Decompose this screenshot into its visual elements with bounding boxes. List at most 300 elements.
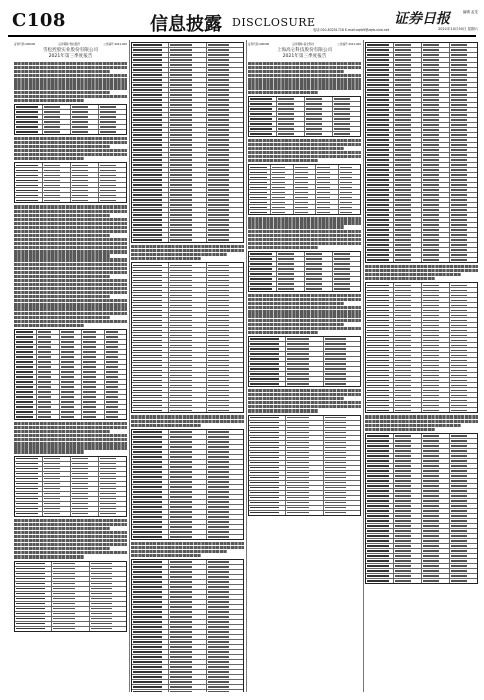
table-cell bbox=[366, 198, 394, 202]
table-cell bbox=[207, 163, 243, 167]
table-cell bbox=[105, 395, 126, 399]
table-cell bbox=[394, 283, 422, 287]
table-cell bbox=[132, 465, 169, 469]
table-cell bbox=[207, 580, 243, 584]
text-line bbox=[131, 546, 244, 549]
table-cell bbox=[169, 173, 206, 177]
text-line bbox=[14, 99, 84, 102]
table-cell bbox=[366, 203, 394, 207]
table-cell bbox=[207, 233, 243, 237]
table-cell bbox=[207, 560, 243, 564]
table-cell bbox=[422, 288, 450, 292]
table-cell bbox=[422, 208, 450, 212]
table-cell bbox=[207, 535, 243, 539]
text-line bbox=[14, 547, 110, 550]
table-cell bbox=[324, 486, 360, 490]
text-line bbox=[14, 141, 127, 144]
table-cell bbox=[15, 482, 43, 486]
table-cell bbox=[132, 500, 169, 504]
table-cell bbox=[60, 355, 82, 359]
table-cell bbox=[450, 173, 477, 177]
table-cell bbox=[71, 487, 99, 491]
table-cell bbox=[305, 122, 333, 126]
table-cell bbox=[450, 53, 477, 57]
table-cell bbox=[99, 472, 126, 476]
table-cell bbox=[422, 403, 450, 407]
table-cell bbox=[324, 357, 360, 361]
table-cell bbox=[132, 393, 169, 397]
table-cell bbox=[207, 460, 243, 464]
table-cell bbox=[132, 128, 169, 132]
table-cell bbox=[294, 185, 316, 189]
table-cell bbox=[294, 165, 316, 169]
table-cell bbox=[52, 562, 89, 566]
table-cell bbox=[169, 378, 206, 382]
text-line bbox=[248, 314, 361, 317]
table-cell bbox=[169, 213, 206, 217]
table-cell bbox=[71, 472, 99, 476]
table-cell bbox=[132, 173, 169, 177]
table-cell bbox=[450, 248, 477, 252]
table-cell bbox=[249, 471, 286, 475]
table-cell bbox=[37, 415, 59, 419]
table-cell bbox=[132, 263, 169, 267]
notice-body-continued bbox=[365, 42, 478, 584]
table-cell bbox=[15, 457, 43, 461]
text-line bbox=[14, 316, 110, 319]
table-cell bbox=[37, 335, 59, 339]
table-cell bbox=[52, 572, 89, 576]
table-cell bbox=[169, 560, 206, 564]
table-cell bbox=[422, 353, 450, 357]
table-cell bbox=[207, 570, 243, 574]
table-cell bbox=[305, 277, 333, 281]
table-cell bbox=[132, 323, 169, 327]
table-cell bbox=[132, 158, 169, 162]
table-row bbox=[249, 132, 360, 136]
table-cell bbox=[169, 450, 206, 454]
report-title: 2021年第三季度报告 bbox=[48, 54, 93, 59]
table-cell bbox=[132, 58, 169, 62]
text-line bbox=[14, 234, 110, 237]
table-cell bbox=[132, 233, 169, 237]
table-cell bbox=[450, 464, 477, 468]
table-cell bbox=[394, 338, 422, 342]
table-cell bbox=[132, 525, 169, 529]
table-cell bbox=[394, 469, 422, 473]
table-cell bbox=[82, 350, 104, 354]
table-cell bbox=[450, 358, 477, 362]
table-cell bbox=[132, 273, 169, 277]
table-cell bbox=[82, 390, 104, 394]
text-line bbox=[248, 393, 361, 396]
text-line bbox=[14, 62, 127, 65]
table-cell bbox=[99, 173, 126, 177]
table-cell bbox=[286, 496, 323, 500]
table-cell bbox=[249, 486, 286, 490]
table-cell bbox=[207, 490, 243, 494]
table-cell bbox=[132, 515, 169, 519]
table-cell bbox=[394, 243, 422, 247]
table-cell bbox=[366, 248, 394, 252]
table-cell bbox=[450, 123, 477, 127]
table-cell bbox=[207, 685, 243, 689]
table-cell bbox=[450, 323, 477, 327]
table-cell bbox=[15, 612, 52, 616]
table-cell bbox=[366, 504, 394, 508]
text-line bbox=[14, 523, 127, 526]
table-cell bbox=[394, 348, 422, 352]
table-cell bbox=[52, 612, 89, 616]
table-cell bbox=[169, 368, 206, 372]
table-cell bbox=[90, 597, 126, 601]
section-title-en: DISCLOSURE bbox=[232, 16, 316, 29]
table-cell bbox=[207, 600, 243, 604]
table-cell bbox=[132, 118, 169, 122]
table-cell bbox=[15, 360, 37, 364]
table-cell bbox=[422, 123, 450, 127]
table-cell bbox=[422, 564, 450, 568]
table-cell bbox=[394, 208, 422, 212]
table-cell bbox=[277, 117, 305, 121]
table-cell bbox=[286, 337, 323, 341]
table-cell bbox=[207, 193, 243, 197]
table-cell bbox=[132, 103, 169, 107]
table-cell bbox=[366, 133, 394, 137]
table-cell bbox=[422, 133, 450, 137]
table-cell bbox=[207, 178, 243, 182]
table-cell bbox=[132, 680, 169, 684]
table-cell bbox=[90, 602, 126, 606]
table-cell bbox=[169, 565, 206, 569]
table-cell bbox=[71, 120, 99, 124]
table-cell bbox=[169, 153, 206, 157]
table-cell bbox=[169, 308, 206, 312]
table-cell bbox=[394, 403, 422, 407]
table-cell bbox=[286, 511, 323, 515]
table-cell bbox=[450, 504, 477, 508]
table-cell bbox=[450, 328, 477, 332]
table-cell bbox=[450, 434, 477, 438]
table-cell bbox=[52, 567, 89, 571]
table-cell bbox=[207, 98, 243, 102]
table-cell bbox=[15, 385, 37, 389]
table-cell bbox=[207, 48, 243, 52]
table-cell bbox=[207, 620, 243, 624]
table-cell bbox=[366, 579, 394, 583]
table-cell bbox=[132, 645, 169, 649]
stock-code: 证券代码:000000 bbox=[14, 43, 36, 46]
table-cell bbox=[366, 434, 394, 438]
table-cell bbox=[366, 233, 394, 237]
table-cell bbox=[271, 180, 293, 184]
table-cell bbox=[249, 165, 271, 169]
table-cell bbox=[422, 544, 450, 548]
table-cell bbox=[52, 607, 89, 611]
table-cell bbox=[90, 567, 126, 571]
table-cell bbox=[169, 133, 206, 137]
table-cell bbox=[105, 360, 126, 364]
table-cell bbox=[249, 117, 277, 121]
text-line bbox=[14, 254, 110, 257]
table-cell bbox=[316, 175, 338, 179]
table-cell bbox=[207, 213, 243, 217]
table-cell bbox=[286, 456, 323, 460]
table-cell bbox=[366, 388, 394, 392]
table-cell bbox=[169, 228, 206, 232]
table-cell bbox=[366, 403, 394, 407]
table-cell bbox=[169, 148, 206, 152]
table-cell bbox=[207, 63, 243, 67]
table-cell bbox=[132, 293, 169, 297]
table-cell bbox=[450, 288, 477, 292]
table-cell bbox=[90, 582, 126, 586]
table-cell bbox=[450, 383, 477, 387]
table-cell bbox=[132, 685, 169, 689]
text-line bbox=[248, 139, 361, 142]
text-line bbox=[14, 287, 127, 290]
table-cell bbox=[366, 63, 394, 67]
table-cell bbox=[422, 108, 450, 112]
table-cell bbox=[394, 88, 422, 92]
table-cell bbox=[82, 410, 104, 414]
table-cell bbox=[394, 363, 422, 367]
table-cell bbox=[271, 195, 293, 199]
table-cell bbox=[324, 471, 360, 475]
table-cell bbox=[169, 530, 206, 534]
text-line bbox=[248, 246, 318, 249]
table-cell bbox=[366, 499, 394, 503]
text-line bbox=[14, 291, 127, 294]
table-cell bbox=[450, 233, 477, 237]
table-cell bbox=[43, 168, 71, 172]
table-cell bbox=[422, 223, 450, 227]
table-cell bbox=[169, 233, 206, 237]
table-cell bbox=[422, 393, 450, 397]
table-cell bbox=[422, 494, 450, 498]
table-cell bbox=[450, 574, 477, 578]
table-cell bbox=[286, 491, 323, 495]
column-3 bbox=[248, 40, 361, 692]
table-cell bbox=[366, 363, 394, 367]
table-cell bbox=[207, 363, 243, 367]
table-cell bbox=[207, 585, 243, 589]
table-cell bbox=[249, 456, 286, 460]
table-cell bbox=[394, 93, 422, 97]
table-cell bbox=[324, 342, 360, 346]
table-cell bbox=[450, 489, 477, 493]
table-cell bbox=[286, 481, 323, 485]
table-cell bbox=[15, 617, 52, 621]
table-cell bbox=[366, 439, 394, 443]
table-cell bbox=[90, 577, 126, 581]
table-cell bbox=[169, 178, 206, 182]
table-cell bbox=[422, 148, 450, 152]
table-row bbox=[132, 690, 243, 692]
table-cell bbox=[286, 382, 323, 386]
table-cell bbox=[71, 193, 99, 197]
table-cell bbox=[207, 645, 243, 649]
table-cell bbox=[450, 183, 477, 187]
table-cell bbox=[394, 78, 422, 82]
table-cell bbox=[333, 262, 360, 266]
table-cell bbox=[394, 489, 422, 493]
contact-info: 电话:010-83251716 E-mail:zqrb9@zqrb.sina.net bbox=[313, 28, 390, 32]
text-line bbox=[248, 401, 361, 404]
table-cell bbox=[366, 358, 394, 362]
table-cell bbox=[366, 454, 394, 458]
table-cell bbox=[422, 514, 450, 518]
table-cell bbox=[394, 474, 422, 478]
column-divider bbox=[246, 40, 247, 692]
table-cell bbox=[207, 328, 243, 332]
table-cell bbox=[450, 93, 477, 97]
editor-credit: 编辑 孟龙 bbox=[462, 10, 478, 14]
table-cell bbox=[422, 539, 450, 543]
table-cell bbox=[169, 83, 206, 87]
table-cell bbox=[132, 333, 169, 337]
table-cell bbox=[422, 549, 450, 553]
table-cell bbox=[249, 436, 286, 440]
table-cell bbox=[394, 494, 422, 498]
table-cell bbox=[207, 228, 243, 232]
table-cell bbox=[450, 68, 477, 72]
table-cell bbox=[249, 252, 277, 256]
table-cell bbox=[324, 511, 360, 515]
table-cell bbox=[394, 233, 422, 237]
table-cell bbox=[15, 582, 52, 586]
text-line bbox=[14, 246, 127, 249]
table-cell bbox=[207, 318, 243, 322]
table-cell bbox=[71, 163, 99, 167]
text-line bbox=[365, 269, 478, 272]
table-cell bbox=[37, 390, 59, 394]
table-cell bbox=[132, 635, 169, 639]
table-cell bbox=[286, 367, 323, 371]
table-cell bbox=[169, 690, 206, 692]
table-cell bbox=[82, 395, 104, 399]
table-cell bbox=[207, 83, 243, 87]
text-line bbox=[248, 327, 361, 330]
table-cell bbox=[450, 363, 477, 367]
table-cell bbox=[169, 480, 206, 484]
table-cell bbox=[15, 125, 43, 129]
table-cell bbox=[169, 93, 206, 97]
table-cell bbox=[394, 318, 422, 322]
text-line bbox=[14, 307, 127, 310]
table-cell bbox=[15, 110, 43, 114]
table-cell bbox=[249, 491, 286, 495]
table-cell bbox=[105, 350, 126, 354]
table-cell bbox=[333, 117, 360, 121]
table-cell bbox=[37, 350, 59, 354]
table-cell bbox=[366, 298, 394, 302]
text-line bbox=[248, 221, 361, 224]
table-cell bbox=[71, 512, 99, 516]
table-cell bbox=[169, 208, 206, 212]
table-cell bbox=[207, 168, 243, 172]
table-cell bbox=[99, 457, 126, 461]
table-cell bbox=[169, 193, 206, 197]
table-cell bbox=[277, 262, 305, 266]
table-cell bbox=[394, 248, 422, 252]
table-cell bbox=[207, 373, 243, 377]
table-cell bbox=[394, 459, 422, 463]
table-cell bbox=[422, 228, 450, 232]
table-cell bbox=[43, 130, 71, 134]
table-cell bbox=[286, 441, 323, 445]
table-cell bbox=[422, 469, 450, 473]
table-cell bbox=[105, 405, 126, 409]
text-line bbox=[248, 86, 361, 89]
table-cell bbox=[366, 574, 394, 578]
table-cell bbox=[132, 460, 169, 464]
table-cell bbox=[249, 287, 277, 291]
table-cell bbox=[366, 343, 394, 347]
text-line bbox=[14, 137, 127, 140]
data-table bbox=[131, 42, 244, 243]
table-cell bbox=[277, 127, 305, 131]
table-cell bbox=[249, 377, 286, 381]
table-cell bbox=[207, 118, 243, 122]
table-cell bbox=[132, 303, 169, 307]
table-cell bbox=[324, 377, 360, 381]
text-line bbox=[14, 271, 127, 274]
table-cell bbox=[450, 298, 477, 302]
table-cell bbox=[394, 504, 422, 508]
table-cell bbox=[394, 529, 422, 533]
table-cell bbox=[394, 148, 422, 152]
text-line bbox=[14, 267, 127, 270]
table-cell bbox=[52, 602, 89, 606]
table-cell bbox=[71, 497, 99, 501]
table-cell bbox=[286, 362, 323, 366]
table-cell bbox=[132, 625, 169, 629]
table-cell bbox=[333, 282, 360, 286]
table-cell bbox=[333, 122, 360, 126]
table-cell bbox=[15, 487, 43, 491]
table-cell bbox=[422, 454, 450, 458]
table-cell bbox=[132, 198, 169, 202]
table-cell bbox=[366, 93, 394, 97]
table-cell bbox=[99, 163, 126, 167]
text-line bbox=[14, 312, 127, 315]
table-cell bbox=[207, 625, 243, 629]
table-cell bbox=[324, 456, 360, 460]
table-cell bbox=[15, 597, 52, 601]
table-cell bbox=[132, 298, 169, 302]
table-cell bbox=[422, 128, 450, 132]
table-cell bbox=[132, 348, 169, 352]
table-cell bbox=[105, 380, 126, 384]
table-cell bbox=[366, 103, 394, 107]
table-cell bbox=[366, 168, 394, 172]
table-cell bbox=[169, 198, 206, 202]
table-cell bbox=[169, 343, 206, 347]
table-cell bbox=[394, 383, 422, 387]
table-cell bbox=[132, 490, 169, 494]
table-cell bbox=[105, 390, 126, 394]
table-cell bbox=[99, 125, 126, 129]
table-cell bbox=[132, 455, 169, 459]
stock-info-line bbox=[14, 42, 127, 46]
table-cell bbox=[450, 569, 477, 573]
table-cell bbox=[324, 446, 360, 450]
table-cell bbox=[60, 335, 82, 339]
table-cell bbox=[169, 333, 206, 337]
table-cell bbox=[52, 577, 89, 581]
table-cell bbox=[207, 173, 243, 177]
